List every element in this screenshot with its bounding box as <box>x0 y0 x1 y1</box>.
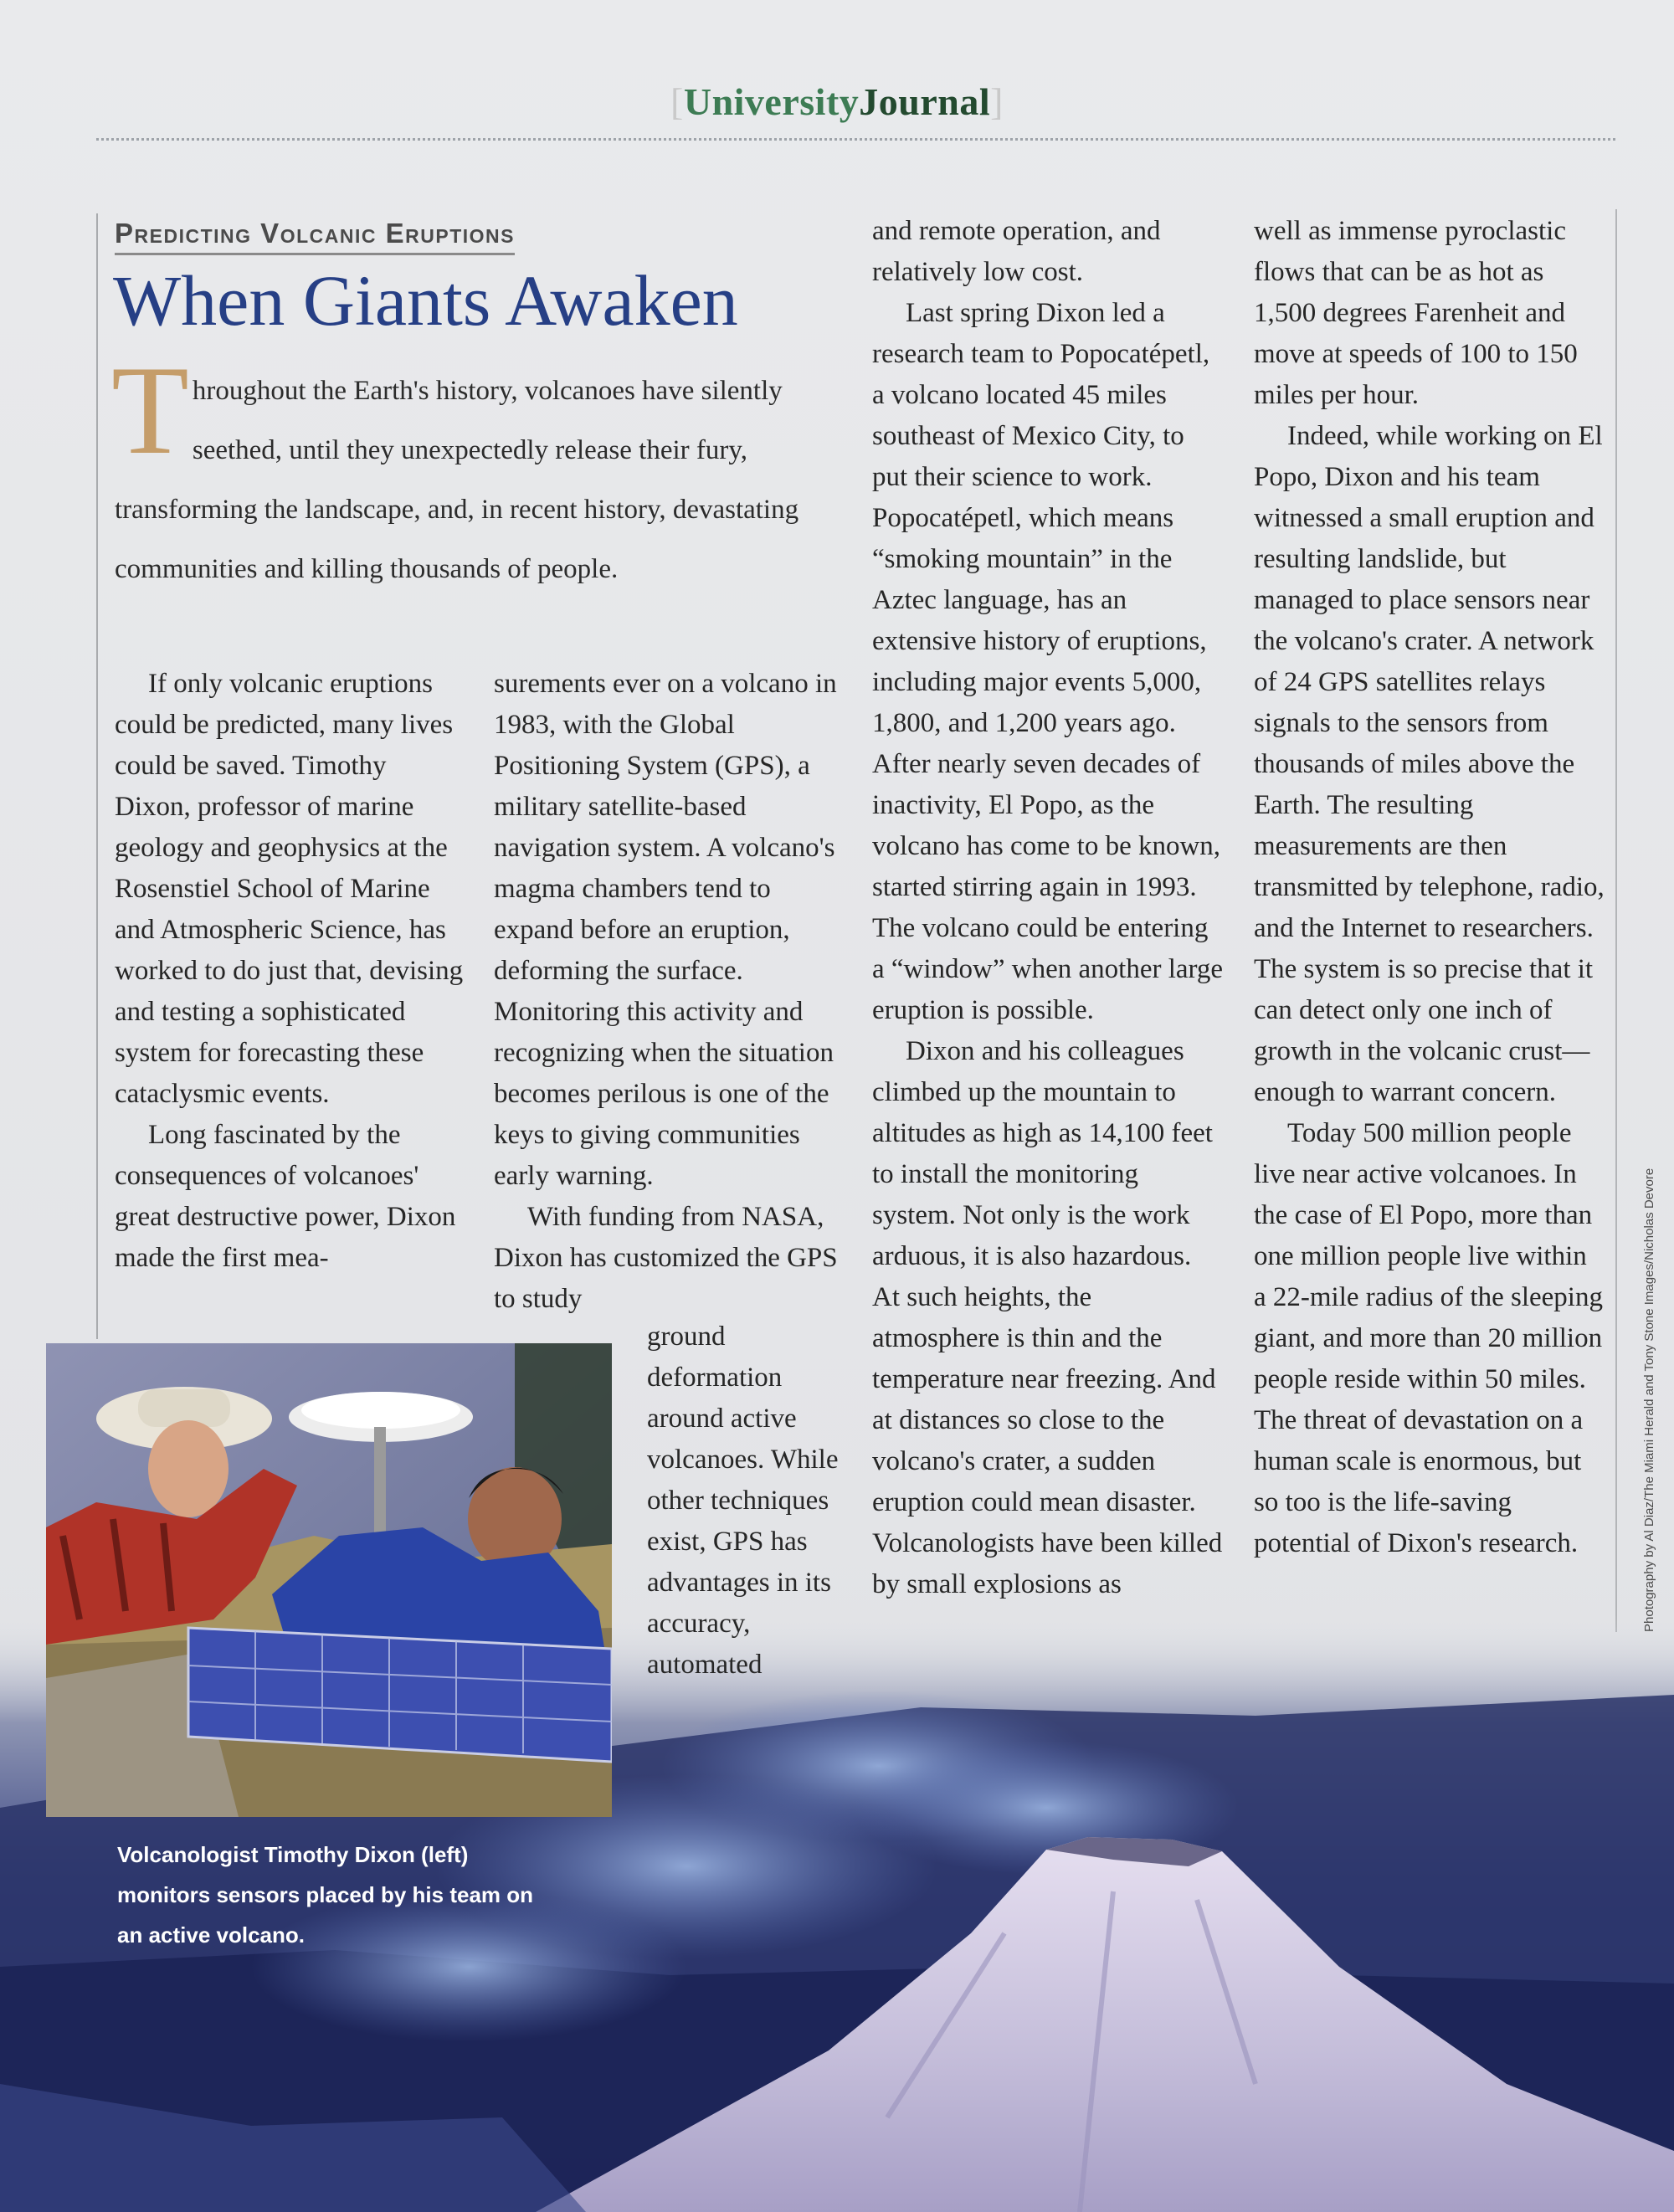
masthead-divider <box>96 138 1615 141</box>
paragraph: Today 500 million people live near active volcanoes. In the case of El Popo, more than one million people live within a 22-mile radius of the sleeping giant, and more than 20 million people reside within 50 miles. The threat of devastation on a human scale is enormous, but so too is the life-saving potential of Dixon's research. <box>1254 1118 1603 1558</box>
masthead-journal: Journal <box>859 80 991 123</box>
left-column-rule <box>96 213 98 1339</box>
scientists-photo <box>46 1343 612 1817</box>
masthead-bracket-close: ] <box>990 80 1004 123</box>
article-headline: When Giants Awaken <box>113 260 738 341</box>
paragraph: With funding from NASA, Dixon has customized the GPS to study <box>494 1202 838 1314</box>
masthead <box>0 80 1674 124</box>
masthead-bracket-open: [ <box>670 80 684 123</box>
paragraph: Dixon and his colleagues climbed up the mountain to altitudes as high as 14,100 feet to install the monitoring system. Not only is the work arduous, it is also hazardous. At such heights, the atmosphere is thin and the temperature near freezing. And at distances so close to the volcano's crater, a sudden eruption could mean disaster. Volcanologists have been killed by small explosions as <box>872 1036 1223 1599</box>
column-3 <box>872 211 1224 1605</box>
paragraph: surements ever on a volcano in 1983, with the Global Positioning System (GPS), a military satellite-based navigation system. A volcano's magma chambers tend to expand before an eruption, deforming the surface. Monitoring this activity and recognizing when the situation becomes perilous is one of the keys to giving communities early warning. <box>494 669 837 1191</box>
right-column-rule <box>1615 209 1617 1632</box>
lead-text: hroughout the Earth's history, volcanoes have silently seethed, until they unexpectedly release their fury, transforming the landscape, and, in recent history, devastating communities and killing thousands of people. <box>115 376 799 584</box>
masthead-university: University <box>683 80 860 123</box>
paragraph: ground deformation around active volcanoes. While other techniques exist, GPS has advantages in its accuracy, automated <box>647 1322 839 1680</box>
column-1 <box>115 664 466 1279</box>
paragraph: well as immense pyroclastic flows that can be as hot as 1,500 degrees Farenheit and move at speeds of 100 to 150 miles per hour. <box>1254 216 1578 410</box>
drop-cap: T <box>111 340 189 480</box>
column-2-continued <box>647 1316 841 1686</box>
paragraph: Indeed, while working on El Popo, Dixon and his team witnessed a small eruption and resulting landslide, but managed to place sensors near the volcano's crater. A network of 24 GPS satellites relays signals to the sensors from thousands of miles above the Earth. The resulting measurements are then transmitted by telephone, radio, and the Internet to researchers. The system is so precise that it can detect only one inch of growth in the volcanic crust—enough to warrant concern. <box>1254 421 1605 1107</box>
paragraph: Long fascinated by the consequences of volcanoes' great destructive power, Dixon made the first mea- <box>115 1120 456 1273</box>
column-4 <box>1254 211 1605 1564</box>
paragraph: Last spring Dixon led a research team to Popocatépetl, a volcano located 45 miles southeast of Mexico City, to put their science to work. Popocatépetl, which means “smoking mountain” in the Aztec language, has an extensive history of eruptions, including major events 5,000, 1,800, and 1,200 years ago. After nearly seven decades of inactivity, El Popo, as the volcano has come to be known, started stirring again in 1993. The volcano could be entering a “window” when another large eruption is possible. <box>872 298 1224 1025</box>
paragraph: If only volcanic eruptions could be predicted, many lives could be saved. Timothy Dixon, professor of marine geology and geophysics at the Rosenstiel School of Marine and Atmospheric Science, has worked to do just that, devising and testing a sophisticated system for forecasting these cataclysmic events. <box>115 669 464 1109</box>
paragraph: and remote operation, and relatively low cost. <box>872 216 1161 287</box>
article-lead-paragraph <box>111 340 843 599</box>
column-2 <box>494 664 841 1320</box>
photo-caption: Volcanologist Timothy Dixon (left) monitors sensors placed by his team on an active volcano. <box>117 1842 534 1948</box>
article-kicker: Predicting Volcanic Eruptions <box>115 218 515 255</box>
photo-credit: Photography by Al Diaz/The Miami Herald and Tony Stone Images/Nicholas Devore <box>1642 1168 1656 1632</box>
